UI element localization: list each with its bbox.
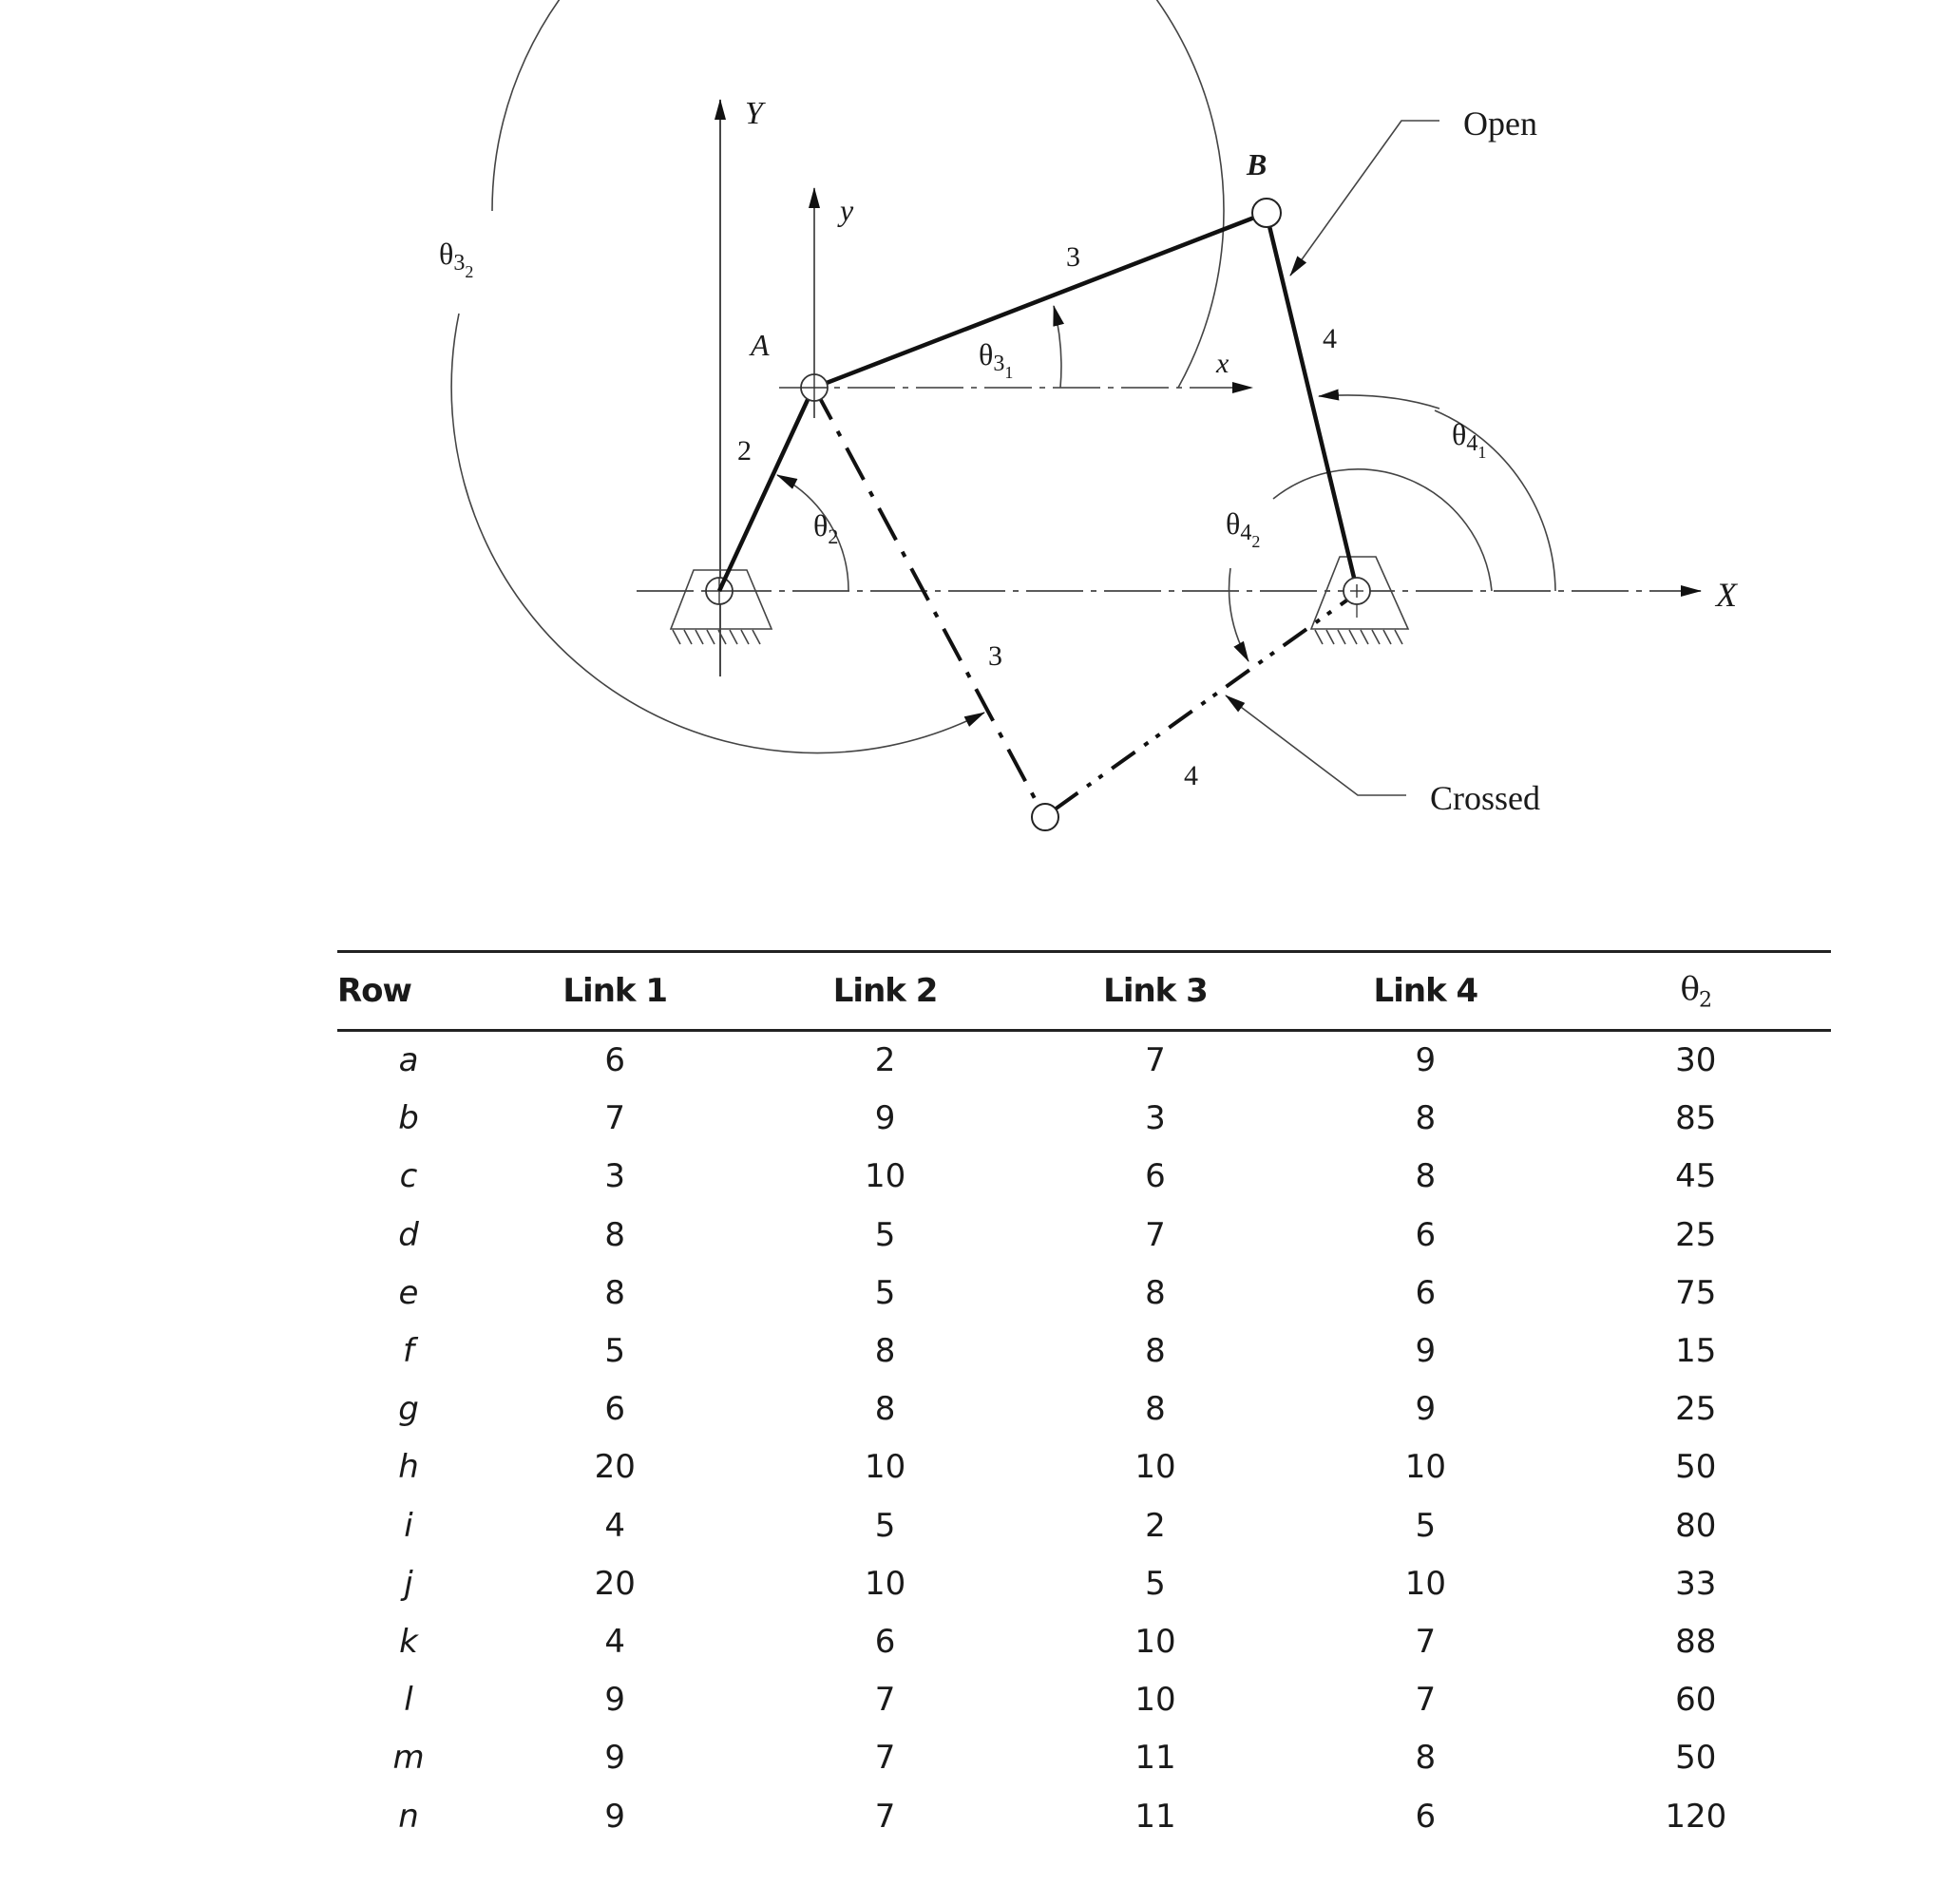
- cell-link-2: 7: [874, 1739, 896, 1778]
- table-row: [337, 1148, 1831, 1206]
- cell-row-label: d: [398, 1215, 419, 1254]
- header-theta2: $\theta_2$: [1680, 969, 1712, 1013]
- cell-row-label: e: [398, 1273, 419, 1312]
- cell-row-label: n: [398, 1797, 419, 1836]
- table-row: [337, 1265, 1831, 1323]
- cell-link-3: 5: [1145, 1564, 1166, 1603]
- label-theta42: $\theta 4_2$: [1226, 506, 1261, 551]
- cell-link-3: 7: [1145, 1041, 1166, 1080]
- cell-link-2: 2: [874, 1041, 896, 1080]
- table-row: [337, 1031, 1831, 1091]
- cell-link-3: 8: [1145, 1390, 1166, 1429]
- cell-link-3: 10: [1134, 1622, 1176, 1661]
- label-crossed-link-3: 3: [988, 640, 1002, 672]
- table-row: [337, 1613, 1831, 1671]
- cell-link-1: 9: [604, 1797, 626, 1836]
- cell-link-3: 8: [1145, 1273, 1166, 1312]
- fourbar-linkage-diagram: [0, 0, 1944, 912]
- cell-link-3: 2: [1145, 1506, 1166, 1545]
- table-row: [337, 1729, 1831, 1787]
- cell-link-2: 5: [874, 1215, 896, 1254]
- cell-row-label: j: [404, 1564, 413, 1603]
- cell-link-2: 7: [874, 1797, 896, 1836]
- table-row: [337, 1555, 1831, 1613]
- link-2: [719, 390, 812, 591]
- cell-link-3: 7: [1145, 1215, 1166, 1254]
- cell-link-2: 7: [874, 1681, 896, 1720]
- pin-O4: [1344, 578, 1370, 604]
- label-theta41: $\theta 4_1$: [1452, 417, 1487, 462]
- label-theta31: $\theta 3_1$: [979, 337, 1014, 382]
- cell-link-2: 5: [874, 1273, 896, 1312]
- cell-row-label: l: [404, 1681, 413, 1720]
- crossed-leader: [1226, 695, 1406, 795]
- table-row: [337, 1438, 1831, 1496]
- cell-link-4: 5: [1415, 1506, 1437, 1545]
- cell-theta2: 120: [1665, 1797, 1727, 1836]
- cell-link-2: 8: [874, 1332, 896, 1371]
- header-link-1: Link 1: [562, 972, 668, 1010]
- cell-link-1: 6: [604, 1041, 626, 1080]
- cell-link-1: 6: [604, 1390, 626, 1429]
- cell-link-4: 8: [1415, 1739, 1437, 1778]
- theta41-arc-arrow: [1319, 395, 1439, 409]
- theta42-arc-lower: [1229, 568, 1248, 661]
- crossed-link-4: [1055, 599, 1349, 809]
- cell-link-1: 20: [594, 1448, 636, 1487]
- cell-theta2: 25: [1675, 1215, 1717, 1254]
- cell-theta2: 45: [1675, 1157, 1717, 1196]
- label-x: x: [1216, 348, 1229, 379]
- cell-row-label: a: [398, 1041, 419, 1080]
- cell-link-4: 9: [1415, 1332, 1437, 1371]
- label-y: y: [840, 193, 854, 227]
- table-body: [337, 1031, 1831, 1846]
- cell-theta2: 33: [1675, 1564, 1717, 1603]
- open-link-4: [1269, 226, 1355, 581]
- header-link-2: Link 2: [832, 972, 938, 1010]
- ground-pivot-O2: [671, 570, 772, 644]
- cell-row-label: k: [399, 1622, 418, 1661]
- cell-link-4: 6: [1415, 1215, 1437, 1254]
- cell-link-2: 10: [864, 1564, 906, 1603]
- cell-link-3: 8: [1145, 1332, 1166, 1371]
- cell-link-2: 10: [864, 1448, 906, 1487]
- cell-row-label: c: [399, 1157, 418, 1196]
- label-X: X: [1716, 576, 1737, 614]
- label-open-link-4: 4: [1323, 323, 1337, 354]
- label-theta2: $\theta_2$: [813, 508, 839, 548]
- cell-theta2: 30: [1675, 1041, 1717, 1080]
- cell-link-4: 10: [1404, 1564, 1446, 1603]
- cell-link-3: 11: [1134, 1739, 1176, 1778]
- label-B: B: [1247, 147, 1267, 181]
- crossed-pin-B: [1032, 804, 1058, 830]
- pin-A: [801, 374, 828, 401]
- table-row: [337, 1497, 1831, 1555]
- open-leader: [1290, 121, 1439, 276]
- cell-row-label: h: [398, 1448, 419, 1487]
- header-link-4: Link 4: [1373, 972, 1478, 1010]
- open-link-3: [814, 218, 1254, 388]
- table-row: [337, 1323, 1831, 1380]
- cell-row-label: g: [398, 1390, 419, 1429]
- cell-link-1: 4: [604, 1506, 626, 1545]
- cell-theta2: 50: [1675, 1448, 1717, 1487]
- cell-theta2: 60: [1675, 1681, 1717, 1720]
- cell-link-2: 9: [874, 1099, 896, 1138]
- crossed-link-3: [814, 388, 1038, 804]
- cell-link-4: 7: [1415, 1681, 1437, 1720]
- table-row: [337, 1671, 1831, 1729]
- cell-theta2: 25: [1675, 1390, 1717, 1429]
- cell-theta2: 75: [1675, 1273, 1717, 1312]
- label-open-link-3: 3: [1066, 241, 1080, 273]
- label-theta32: $\theta 3_2$: [439, 237, 474, 281]
- theta31-arc: [1054, 306, 1061, 388]
- cell-link-1: 8: [604, 1273, 626, 1312]
- cell-theta2: 88: [1675, 1622, 1717, 1661]
- cell-link-2: 8: [874, 1390, 896, 1429]
- cell-link-4: 8: [1415, 1157, 1437, 1196]
- cell-link-1: 5: [604, 1332, 626, 1371]
- cell-row-label: i: [404, 1506, 413, 1545]
- cell-link-3: 10: [1134, 1448, 1176, 1487]
- cell-theta2: 85: [1675, 1099, 1717, 1138]
- label-open: Open: [1463, 105, 1537, 143]
- cell-link-4: 6: [1415, 1797, 1437, 1836]
- cell-link-1: 3: [604, 1157, 626, 1196]
- cell-theta2: 15: [1675, 1332, 1717, 1371]
- cell-link-2: 5: [874, 1506, 896, 1545]
- label-crossed-link-4: 4: [1184, 760, 1198, 791]
- cell-link-4: 6: [1415, 1273, 1437, 1312]
- cell-row-label: f: [403, 1332, 414, 1371]
- cell-theta2: 50: [1675, 1739, 1717, 1778]
- cell-link-3: 11: [1134, 1797, 1176, 1836]
- cell-link-4: 8: [1415, 1099, 1437, 1138]
- header-link-3: Link 3: [1103, 972, 1208, 1010]
- cell-link-3: 6: [1145, 1157, 1166, 1196]
- label-A: A: [751, 328, 770, 362]
- table-row: [337, 1380, 1831, 1438]
- table-row: [337, 1787, 1831, 1845]
- cell-link-1: 4: [604, 1622, 626, 1661]
- cell-link-1: 9: [604, 1739, 626, 1778]
- header-row: Row: [337, 972, 411, 1010]
- label-link-2: 2: [737, 435, 752, 466]
- cell-theta2: 80: [1675, 1506, 1717, 1545]
- link-lengths-table: [337, 950, 1831, 1846]
- cell-link-1: 7: [604, 1099, 626, 1138]
- cell-link-4: 9: [1415, 1390, 1437, 1429]
- label-Y: Y: [745, 96, 763, 131]
- table-row: [337, 1090, 1831, 1148]
- open-pin-B: [1252, 199, 1281, 227]
- table-row: [337, 1207, 1831, 1265]
- cell-row-label: b: [398, 1099, 419, 1138]
- cell-link-1: 20: [594, 1564, 636, 1603]
- cell-link-3: 3: [1145, 1099, 1166, 1138]
- cell-link-4: 10: [1404, 1448, 1446, 1487]
- cell-link-3: 10: [1134, 1681, 1176, 1720]
- cell-link-2: 6: [874, 1622, 896, 1661]
- table-header-row: [337, 952, 1831, 1031]
- cell-row-label: m: [392, 1739, 425, 1778]
- cell-link-4: 9: [1415, 1041, 1437, 1080]
- cell-link-1: 8: [604, 1215, 626, 1254]
- cell-link-1: 9: [604, 1681, 626, 1720]
- label-crossed: Crossed: [1430, 779, 1540, 817]
- cell-link-4: 7: [1415, 1622, 1437, 1661]
- cell-link-2: 10: [864, 1157, 906, 1196]
